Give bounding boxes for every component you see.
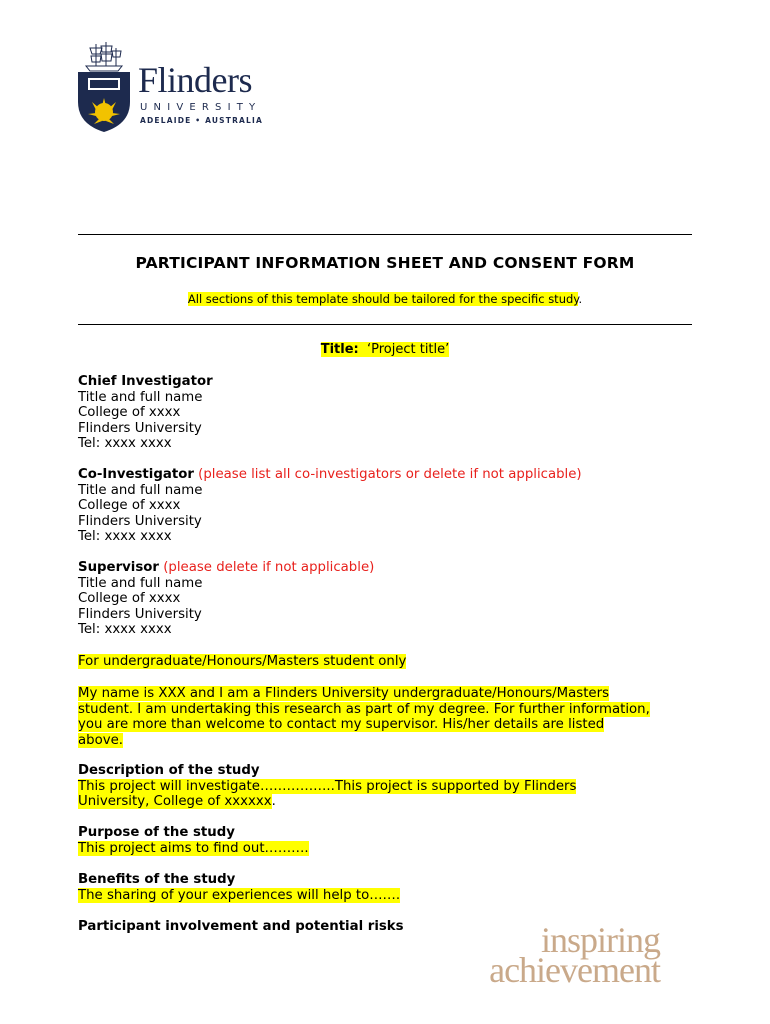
co-line: Tel: xxxx xxxx (78, 529, 172, 545)
purpose-section (78, 825, 692, 856)
benefits-text: The sharing of your experiences will help to……. (78, 887, 401, 903)
watermark-line: achievement (489, 950, 660, 990)
chief-investigator-heading: Chief Investigator (78, 374, 213, 389)
inspiring-achievement-watermark (440, 920, 660, 990)
logo-university: UNIVERSITY (140, 102, 262, 113)
logo-name: Flinders (138, 60, 253, 100)
template-note-text: All sections of this template should be tailored for the specific study (187, 292, 579, 306)
co-line: Title and full name (78, 482, 203, 498)
benefits-section (78, 872, 692, 903)
logo-location: ADELAIDE • AUSTRALIA (140, 116, 264, 125)
project-title-line (78, 342, 692, 357)
description-line: This project will investigate……………..This project is supported by Flinders (78, 778, 577, 794)
benefits-heading: Benefits of the study (78, 872, 236, 887)
template-note (78, 292, 692, 306)
purpose-heading: Purpose of the study (78, 825, 235, 840)
student-line: student. I am undertaking this research as part of my degree. For further information, (78, 701, 650, 717)
supervisor-line: Flinders University (78, 606, 202, 622)
description-period: . (271, 794, 276, 810)
supervisor-line: Title and full name (78, 575, 203, 591)
supervisor-note: (please delete if not applicable) (163, 560, 375, 575)
student-paragraph (78, 686, 692, 748)
chief-line: College of xxxx (78, 405, 181, 421)
student-heading-block (78, 654, 692, 670)
co-investigator-section (78, 467, 692, 545)
co-investigator-note: (please list all co-investigators or delete if not applicable) (198, 467, 582, 482)
top-divider (78, 234, 692, 235)
university-crest-icon (76, 40, 132, 132)
flinders-logo (76, 40, 276, 135)
project-title-highlight (321, 342, 450, 357)
document-title: PARTICIPANT INFORMATION SHEET AND CONSENT FORM (135, 254, 635, 272)
supervisor-section (78, 560, 692, 638)
co-line: Flinders University (78, 513, 202, 529)
co-investigator-heading: Co-Investigator (78, 467, 194, 482)
project-title-label: Title: (320, 342, 359, 357)
description-line: University, College of xxxxxx (78, 794, 272, 810)
project-title-value: ‘Project title’ (366, 342, 450, 357)
co-line: College of xxxx (78, 498, 181, 514)
supervisor-line: College of xxxx (78, 591, 181, 607)
supervisor-line: Tel: xxxx xxxx (78, 622, 172, 638)
chief-line: Flinders University (78, 420, 202, 436)
middle-divider (78, 324, 692, 325)
watermark-line: inspiring (540, 920, 660, 960)
description-section (78, 763, 692, 810)
student-heading: For undergraduate/Honours/Masters student only (78, 654, 407, 669)
student-line: you are more than welcome to contact my supervisor. His/her details are listed (78, 717, 605, 733)
student-line: My name is XXX and I am a Flinders University undergraduate/Honours/Masters (78, 686, 609, 701)
chief-line: Tel: xxxx xxxx (78, 436, 172, 452)
student-line: above. (78, 732, 124, 748)
chief-investigator-section (78, 374, 692, 452)
template-note-period: . (578, 292, 583, 306)
supervisor-heading: Supervisor (78, 560, 159, 575)
chief-line: Title and full name (78, 389, 203, 405)
description-heading: Description of the study (78, 763, 260, 778)
involvement-heading: Participant involvement and potential risks (78, 919, 404, 934)
purpose-text: This project aims to find out………. (78, 840, 309, 856)
